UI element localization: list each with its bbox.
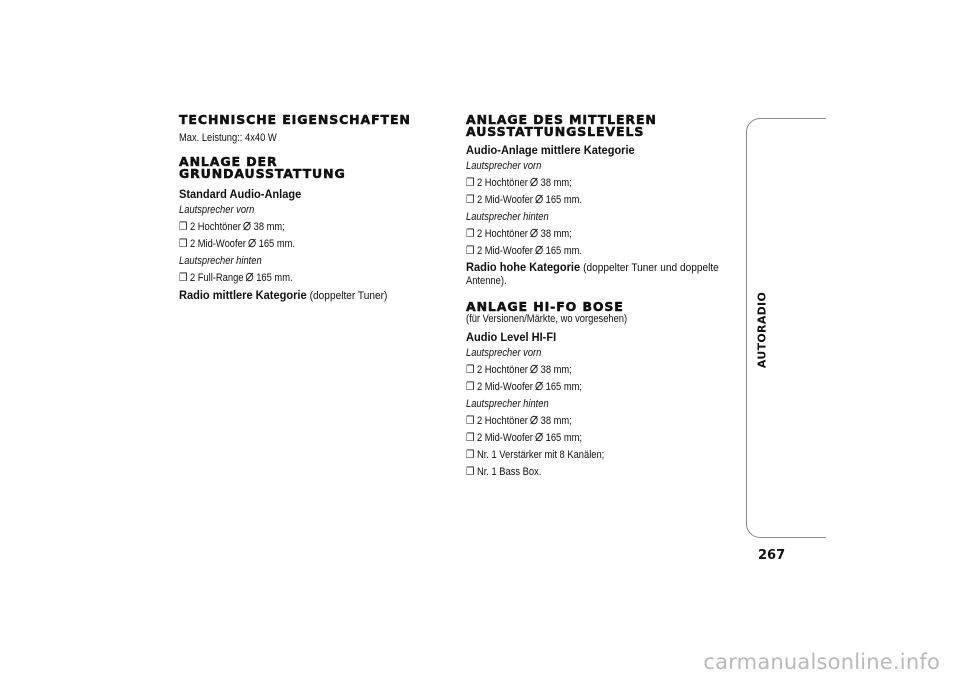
diameter-icon	[243, 221, 252, 231]
subheading-audio-level-hifi: Audio Level HI-FI	[466, 330, 557, 344]
radio-mittlere-line: Radio mittlere Kategorie (doppelter Tuner)	[179, 288, 388, 302]
bullet-box-icon: ❒	[466, 466, 475, 478]
heading-mittleren-ausstattung-2: AUSSTATTUNGSLEVELS	[466, 124, 645, 139]
label-front-speakers: Lautsprecher vorn	[179, 204, 255, 216]
diameter-icon	[530, 364, 539, 374]
list-item: ❒ 2 Mid-Woofer 165 mm.	[466, 192, 679, 209]
heading-grundausstattung: ANLAGE DER GRUNDAUSSTATTUNG	[179, 154, 346, 181]
diameter-icon	[535, 381, 544, 391]
list-item: ❒ Nr. 1 Verstärker mit 8 Kanälen;	[466, 447, 679, 464]
bullet-box-icon: ❒	[466, 364, 475, 376]
list-item: ❒ Nr. 1 Bass Box.	[466, 464, 679, 481]
diameter-icon	[530, 415, 539, 425]
list-item: ❒ 2 Hochtöner 38 mm;	[466, 362, 679, 379]
bose-availability-note: (für Versionen/Märkte, wo vorgesehen)	[466, 313, 628, 325]
list-item: ❒ 2 Hochtöner 38 mm;	[466, 413, 679, 430]
diameter-icon	[535, 194, 544, 204]
diameter-icon	[245, 272, 254, 282]
subheading-mittlere-kategorie: Audio-Anlage mittlere Kategorie	[466, 143, 635, 157]
label-front-speakers: Lautsprecher vorn	[466, 160, 542, 172]
list-item: ❒ 2 Mid-Woofer 165 mm;	[466, 430, 679, 447]
bullet-box-icon: ❒	[466, 194, 475, 206]
bullet-box-icon: ❒	[466, 432, 475, 444]
heading-technische-eigenschaften: TECHNISCHE EIGENSCHAFTEN	[179, 112, 411, 127]
diameter-icon	[535, 432, 544, 442]
diameter-icon	[248, 238, 257, 248]
watermark: carmanualsonline.info	[703, 650, 940, 674]
bullet-box-icon: ❒	[179, 221, 188, 233]
subheading-standard-audio: Standard Audio-Anlage	[179, 187, 302, 201]
list-item: ❒ 2 Hochtöner 38 mm;	[179, 219, 392, 236]
diameter-icon	[530, 228, 539, 238]
bullet-box-icon: ❒	[179, 272, 188, 284]
diameter-icon	[535, 245, 544, 255]
diameter-icon	[530, 177, 539, 187]
max-power-text: Max. Leistung:: 4x40 W	[179, 132, 277, 144]
left-column	[179, 114, 429, 304]
label-rear-speakers: Lautsprecher hinten	[179, 255, 262, 267]
page-number: 267	[758, 548, 786, 563]
bullet-box-icon: ❒	[466, 449, 475, 461]
bullet-box-icon: ❒	[466, 228, 475, 240]
radio-hohe-continuation: Antenne).	[466, 275, 507, 287]
label-front-speakers: Lautsprecher vorn	[466, 347, 542, 359]
list-item: ❒ 2 Hochtöner 38 mm;	[466, 226, 679, 243]
bullet-box-icon: ❒	[179, 238, 188, 250]
bullet-box-icon: ❒	[466, 245, 475, 257]
list-item: ❒ 2 Mid-Woofer 165 mm.	[179, 236, 392, 253]
label-rear-speakers: Lautsprecher hinten	[466, 211, 549, 223]
right-column	[466, 112, 719, 481]
side-tab-label: AUTORADIO	[755, 291, 769, 369]
bullet-box-icon: ❒	[466, 381, 475, 393]
bullet-box-icon: ❒	[466, 415, 475, 427]
radio-hohe-line: Radio hohe Kategorie (doppelter Tuner und doppelte	[466, 260, 719, 274]
heading-mittleren-ausstattung-1: ANLAGE DES MITTLEREN	[466, 112, 657, 127]
list-item: ❒ 2 Full-Range 165 mm.	[179, 270, 392, 287]
label-rear-speakers: Lautsprecher hinten	[466, 398, 549, 410]
bullet-box-icon: ❒	[466, 177, 475, 189]
list-item: ❒ 2 Mid-Woofer 165 mm;	[466, 379, 679, 396]
list-item: ❒ 2 Hochtöner 38 mm;	[466, 175, 679, 192]
heading-hifi-bose: ANLAGE HI-FO BOSE	[466, 299, 624, 314]
list-item: ❒ 2 Mid-Woofer 165 mm.	[466, 243, 679, 260]
